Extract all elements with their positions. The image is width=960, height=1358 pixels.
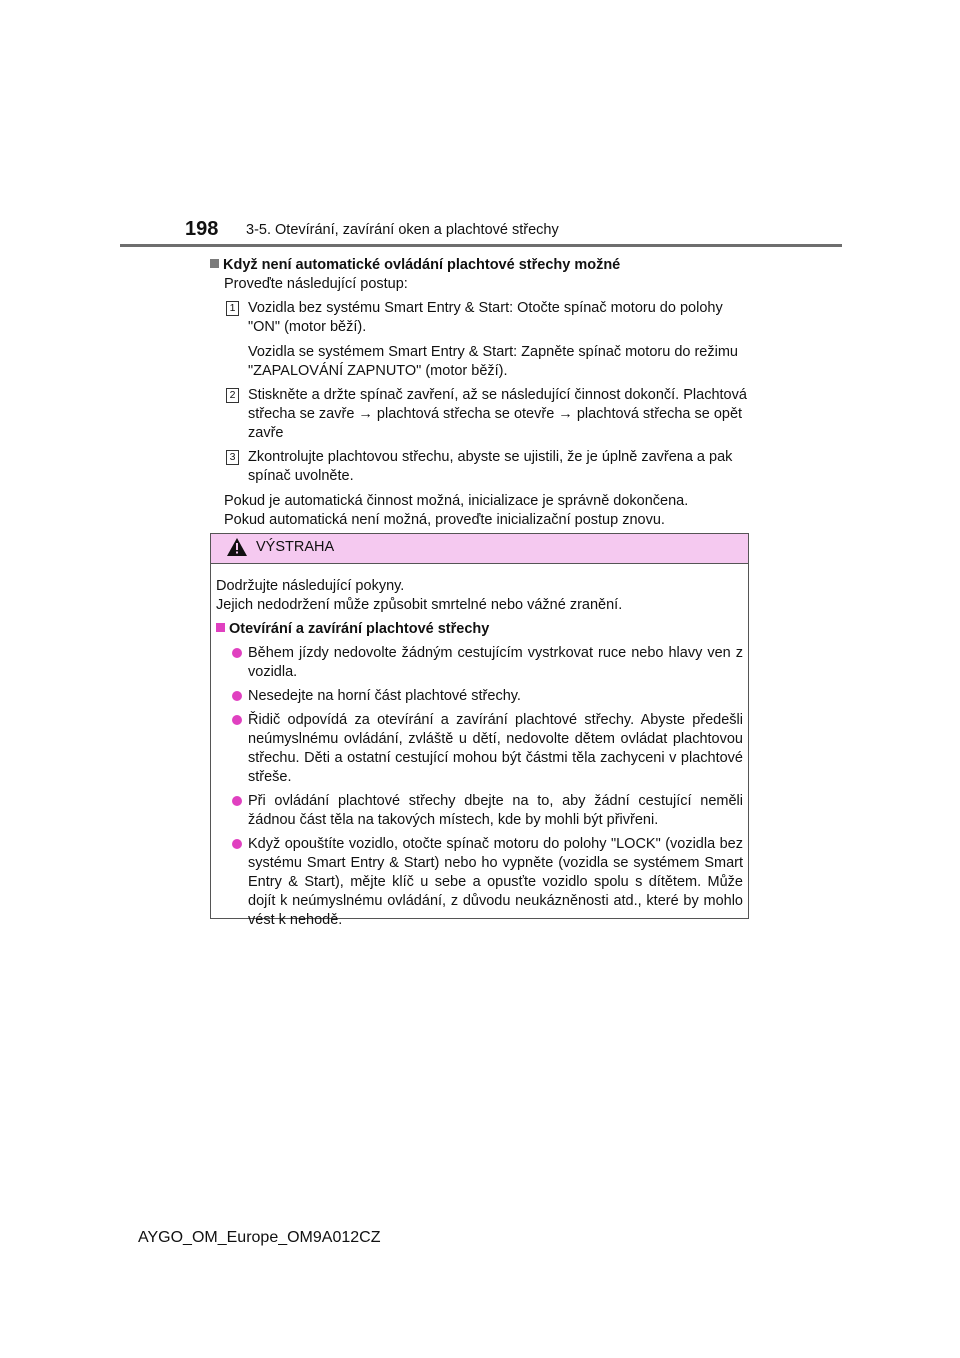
warning-intro: Dodržujte následující pokyny.	[216, 578, 405, 594]
bullet-dot-icon	[232, 715, 242, 725]
warning-header	[211, 534, 748, 564]
step-number: 1	[226, 301, 239, 316]
footer-doc-id: AYGO_OM_Europe_OM9A012CZ	[138, 1229, 381, 1246]
step-2	[210, 386, 750, 443]
step-number: 3	[226, 450, 239, 465]
step-text: Zkontrolujte plachtovou střechu, abyste se ujistili, že je úplně zavřena a pak spínač uvolněte.	[248, 449, 733, 484]
step-number: 2	[226, 388, 239, 403]
warning-bullet: Během jízdy nedovolte žádným cestujícím vystrkovat ruce nebo hlavy ven z vozidla.	[216, 644, 743, 682]
bullet-dot-icon	[232, 796, 242, 806]
step-text: Vozidla se systémem Smart Entry & Start: Zapněte spínač motoru do režimu "ZAPALOVÁNÍ ZAPNUTO" (motor běží).	[248, 344, 738, 379]
warning-box	[210, 533, 749, 928]
warning-subheading: Otevírání a zavírání plachtové střechy	[216, 620, 743, 639]
section-title: 3-5. Otevírání, zavírání oken a plachtové střechy	[246, 222, 559, 238]
header-divider	[120, 244, 842, 247]
section-heading: Když není automatické ovládání plachtové střechy možné	[210, 256, 750, 275]
step-1	[210, 299, 750, 381]
bullet-dot-icon	[232, 839, 242, 849]
bullet-dot-icon	[232, 691, 242, 701]
intro-text: Proveďte následující postup:	[224, 276, 408, 292]
step-3	[210, 448, 750, 486]
warning-bullet: Řidič odpovídá za otevírání a zavírání plachtové střechy. Abyste předešli neúmyslnému ovládání, zvláště u dětí, nedovolte dětem ovládat plachtovou střechu. Děti a ostatní cestující mohou být částmi těla zachyceni v plachtové střeše.	[216, 711, 743, 787]
warning-intro: Jejich nedodržení může způsobit smrtelné nebo vážné zranění.	[216, 597, 623, 613]
bullet-dot-icon	[232, 648, 242, 658]
main-content	[210, 256, 750, 530]
step-text: Vozidla bez systému Smart Entry & Start: Otočte spínač motoru do polohy "ON" (motor běží).	[248, 300, 723, 335]
result-note: Pokud je automatická činnost možná, inicializace je správně dokončena. Pokud automatická není možná, proveďte inicializační postup znovu.	[224, 493, 689, 528]
step-text: Stiskněte a držte spínač zavření, až se následující činnost dokončí. Plachtová střecha se zavře → plachtová střecha se otevře → plachtová střecha se opět zavře	[248, 387, 747, 441]
warning-body	[211, 564, 748, 930]
page-number: 198	[185, 218, 219, 240]
square-bullet-icon	[210, 259, 219, 268]
square-bullet-icon	[216, 623, 225, 632]
warning-bullet: Když opouštíte vozidlo, otočte spínač motoru do polohy "LOCK" (vozidla bez systému Smart Entry & Start) nebo ho vypněte (vozidla se systémem Smart Entry & Start), mějte klíč u sebe a opusťte vozidlo spolu s dítětem. Může dojít k neúmyslnému ovládání, z důvodu neukázněnosti atd., které by mohlo vést k nehodě.	[216, 835, 743, 930]
warning-bullet: Při ovládání plachtové střechy dbejte na to, aby žádní cestující neměli žádnou část těla na takových místech, kde by mohli být přivřeni.	[216, 792, 743, 830]
warning-bullet: Nesedejte na horní část plachtové střechy.	[216, 687, 743, 706]
warning-triangle-icon	[227, 538, 247, 556]
warning-title: VÝSTRAHA	[256, 539, 335, 555]
